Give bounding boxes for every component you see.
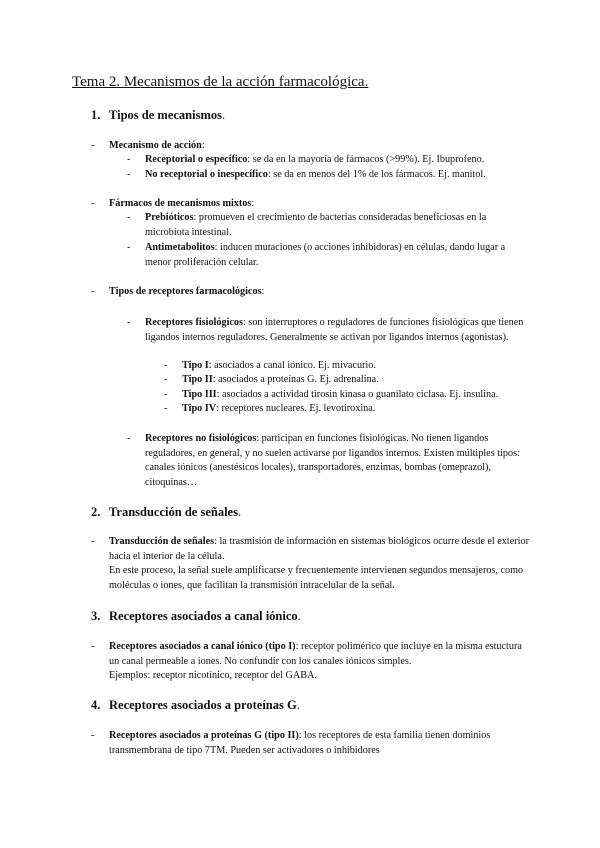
bullet-dash: - [127, 433, 131, 444]
section-number: 3. [91, 609, 101, 623]
bullet-dash: - [127, 169, 131, 180]
term: Tipo II [182, 374, 213, 385]
paragraph-ejemplos: Ejemplos: receptor nicotínico, receptor del GABA. [109, 670, 317, 681]
bullet-dash: - [91, 641, 95, 652]
section-heading-4: 4. Receptores asociados a proteínas G. [91, 698, 300, 712]
bullet-dash: - [164, 389, 168, 400]
bullet-dash: - [127, 317, 131, 328]
bullet-dash: - [91, 536, 95, 547]
section-title: Receptores asociados a proteínas G [109, 698, 297, 712]
term: Receptores no fisiológicos [145, 433, 257, 444]
bullet-dash: - [127, 212, 131, 223]
term: No receptorial o inespecífico [145, 169, 268, 180]
section-number: 1. [91, 108, 101, 122]
term: Receptorial o específico [145, 154, 248, 165]
document-title: Tema 2. Mecanismos de la acción farmacológica. [72, 74, 369, 90]
term: Tipo III [182, 389, 217, 400]
section-number: 4. [91, 698, 101, 712]
bullet-dash: - [164, 403, 168, 414]
term: Transducción de señales [109, 536, 215, 547]
term: Receptores fisiológicos [145, 317, 243, 328]
term: Tipo I [182, 360, 209, 371]
term: Tipos de receptores farmacológicos [109, 286, 262, 297]
section-title: Receptores asociados a canal iónico [109, 609, 298, 623]
bullet-dash: - [91, 198, 95, 209]
bullet-dash: - [127, 242, 131, 253]
bullet-dash: - [91, 730, 95, 741]
term: Mecanismo de acción [109, 140, 202, 151]
section-heading-2: 2. Transducción de señales. [91, 505, 242, 519]
document-page: Tema 2. Mecanismos de la acción farmacológica. 1. Tipos de mecanismos. - Mecanismo de acción: - Receptorial o específico: se da en la mayoría de fármacos (>99%). Ej. Ibuprofeno. - No receptorial o inespecífico: se da en menos del 1% de los fármacos. Ej. manitol. - Fármacos de mecanismos mixtos: - Prebióticos: promueven el crecimiento de bacterias consideradas beneficiosas en la microbiota intestinal. - Antimetabolitos: inducen mutaciones (o acciones inhibidoras) en células, dando lugar a menor proliferación celular. - Tipos de receptores farmacológicos: - Receptores fisiológicos: son interruptores o reguladores de funciones fisiológicas que tienen ligandos internos reguladores. Generalmente se activan por ligandos internos (agonistas). - Tipo I: asociados a canal iónico. Ej. mivacurio. - Tipo II: asociados a proteínas G. Ej. adrenalina. - Tipo III: asociados a actividad tirosin kinasa o guanilato ciclasa. Ej. insulina. - Tipo IV: receptores nucleares. Ej. levotiroxina. - Receptores no fisiológicos: participan en funciones fisiológicas. No tienen ligandos reguladores, en general, y no suelen activarse por ligandos internos. Existen múltiples tipos: canales iónicos (anestésicos locales), transportadores, enzimas, bombas (omeprazol), citoquinas… 2. Transducción de señales. - Transducción de señales: la trasmisión de información en sistemas biológicos ocurre desde el exterior hacia el interior de la célula. En este proceso, la señal suele amplificarse y frecuentemente intervienen segundos mensajeros, como moléculas o iones, que facilitan la transmisión intracelular de la señal. 3. Receptores asociados a canal iónico. - Receptores asociados a canal iónico (tipo I): receptor polimérico que incluye en la misma estuctura un canal permeable a iones. No confundir con los canales iónicos simples. Ejemplos: receptor nicotínico, receptor del GABA. 4. Receptores asociados a proteínas G. - Receptores asociados a proteínas G (tipo II): los receptores de esta familia tienen dominios transmembrana de tipo 7TM. Pueden ser activadores o inhibidores [72, 74, 529, 756]
bullet-dash: - [91, 286, 95, 297]
section-heading-3: 3. Receptores asociados a canal iónico. [91, 609, 301, 623]
section-title: Tipos de mecanismos [109, 108, 222, 122]
bullet-dash: - [127, 154, 131, 165]
term: Fármacos de mecanismos mixtos [109, 198, 252, 209]
term: Receptores asociados a proteínas G (tipo II) [109, 730, 299, 741]
term: Receptores asociados a canal iónico (tipo I) [109, 641, 296, 652]
bullet-dash: - [91, 140, 95, 151]
term: Tipo IV [182, 403, 217, 414]
term: Prebióticos [145, 212, 194, 223]
section-number: 2. [91, 505, 101, 519]
bullet-dash: - [164, 360, 168, 371]
section-heading-1: 1. Tipos de mecanismos. [91, 108, 226, 122]
section-title: Transducción de señales [109, 505, 238, 519]
paragraph-transduccion: En este proceso, la señal suele amplificarse y frecuentemente intervienen segundos mensajeros, como moléculas o iones, que facilitan la transmisión intracelular de la señal. [109, 565, 524, 591]
bullet-dash: - [164, 374, 168, 385]
term: Antimetabolitos [145, 242, 215, 253]
